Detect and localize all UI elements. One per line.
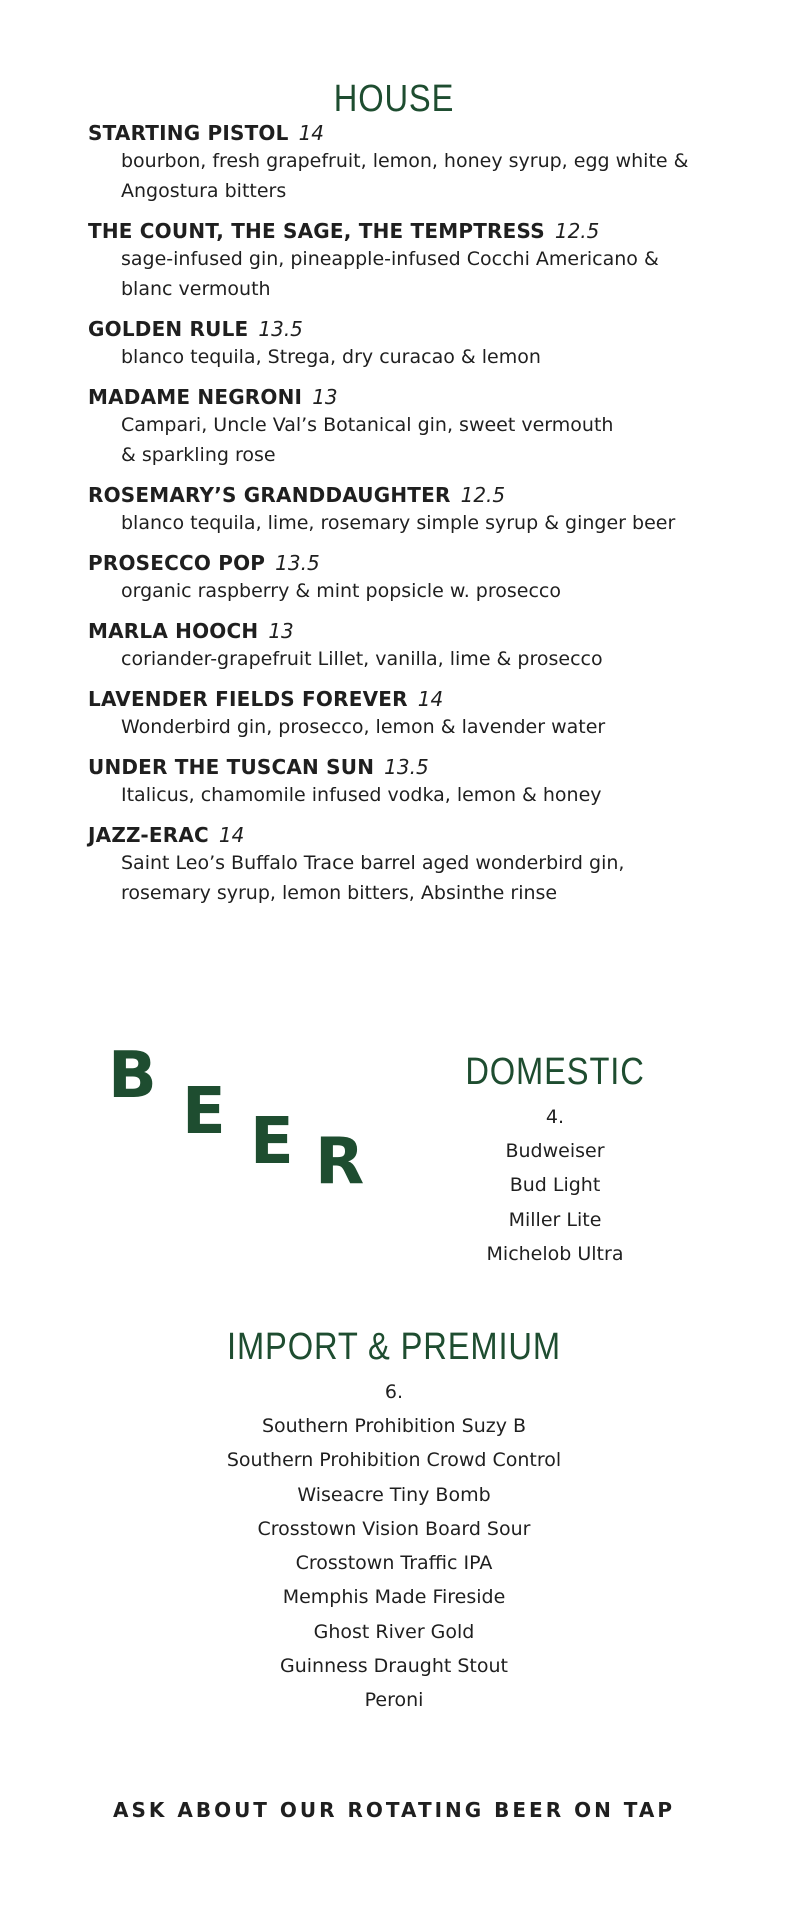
domestic-section-title: DOMESTIC [465, 1051, 645, 1093]
beer-letter-r: R [315, 1125, 365, 1199]
beer-item: Michelob Ultra [486, 1242, 624, 1265]
cocktail-header [88, 384, 728, 410]
cocktail-description [88, 508, 721, 538]
cocktail-description [88, 342, 721, 372]
cocktail-price: 13.5 [384, 755, 429, 779]
cocktail-name: UNDER THE TUSCAN SUN [88, 755, 375, 779]
cocktail-description-line: Angostura bitters [121, 180, 287, 202]
cocktail-item [88, 618, 728, 674]
cocktail-name: THE COUNT, THE SAGE, THE TEMPTRESS [88, 219, 545, 243]
cocktail-price: 12.5 [554, 219, 600, 243]
cocktail-price: 13.5 [275, 551, 320, 575]
cocktail-description-line: blanc vermouth [121, 278, 271, 300]
cocktail-item [88, 120, 728, 206]
cocktail-list [88, 120, 728, 920]
cocktail-price: 14 [298, 121, 325, 145]
beer-letter-b: B [108, 1039, 157, 1113]
cocktail-description [88, 848, 721, 908]
beer-item: Crosstown Traffic IPA [295, 1552, 493, 1575]
cocktail-description-line: Wonderbird gin, prosecco, lemon & lavender water [121, 716, 606, 738]
cocktail-name: ROSEMARY’S GRANDDAUGHTER [88, 483, 451, 507]
cocktail-item [88, 550, 728, 606]
cocktail-item [88, 218, 728, 304]
cocktail-name: PROSECCO POP [88, 551, 266, 575]
cocktail-item [88, 384, 728, 470]
domestic-beer-section [450, 1050, 660, 1271]
cocktail-name: GOLDEN RULE [88, 317, 249, 341]
beer-item: Guinness Draught Stout [280, 1655, 508, 1678]
beer-item: Crosstown Vision Board Sour [257, 1517, 531, 1540]
cocktail-item [88, 482, 728, 538]
cocktail-description-line: rosemary syrup, lemon bitters, Absinthe rinse [121, 882, 558, 904]
domestic-beer-list [450, 1134, 660, 1271]
cocktail-item [88, 822, 728, 908]
beer-item: Memphis Made Fireside [282, 1586, 506, 1609]
beer-item: Southern Prohibition Crowd Control [226, 1449, 562, 1472]
beer-item: Miller Lite [508, 1208, 602, 1231]
cocktail-price: 13 [268, 619, 294, 643]
beer-item: Bud Light [509, 1174, 601, 1197]
cocktail-price: 14 [218, 823, 245, 847]
cocktail-description [88, 410, 721, 470]
cocktail-item [88, 754, 728, 810]
cocktail-price: 13 [312, 385, 338, 409]
cocktail-header [88, 218, 728, 244]
cocktail-header [88, 482, 728, 508]
cocktail-description-line: Campari, Uncle Val’s Botanical gin, sweet vermouth [121, 414, 614, 436]
cocktail-description-line: blanco tequila, lime, rosemary simple syrup & ginger beer [121, 512, 676, 534]
beer-wordmark [100, 1039, 400, 1199]
cocktail-name: LAVENDER FIELDS FOREVER [88, 687, 408, 711]
import-section-title: IMPORT & PREMIUM [227, 1326, 561, 1368]
cocktail-description [88, 244, 721, 304]
beer-item: Ghost River Gold [313, 1620, 475, 1643]
cocktail-header [88, 618, 728, 644]
cocktail-description-line: Saint Leo’s Buffalo Trace barrel aged wonderbird gin, [121, 852, 625, 874]
cocktail-item [88, 686, 728, 742]
cocktail-description-line: bourbon, fresh grapefruit, lemon, honey syrup, egg white & [121, 150, 689, 172]
cocktail-name: STARTING PISTOL [88, 121, 289, 145]
cocktail-description-line: Italicus, chamomile infused vodka, lemon & honey [121, 784, 602, 806]
cocktail-header [88, 686, 728, 712]
cocktail-item [88, 316, 728, 372]
cocktail-header [88, 316, 728, 342]
cocktail-description-line: coriander-grapefruit Lillet, vanilla, lime & prosecco [121, 648, 603, 670]
cocktail-header [88, 120, 728, 146]
cocktail-description [88, 644, 721, 674]
beer-item: Wiseacre Tiny Bomb [297, 1483, 491, 1506]
beer-item: Southern Prohibition Suzy B [261, 1415, 527, 1437]
cocktail-description-line: sage-infused gin, pineapple-infused Cocchi Americano & [121, 248, 659, 270]
cocktail-description [88, 576, 721, 606]
cocktail-description [88, 712, 721, 742]
cocktail-description [88, 780, 721, 810]
cocktail-header [88, 822, 728, 848]
beer-letter-e: E [182, 1075, 226, 1149]
cocktail-description [88, 146, 721, 206]
cocktail-price: 14 [417, 687, 444, 711]
cocktail-description-line: organic raspberry & mint popsicle w. prosecco [121, 580, 561, 602]
domestic-price: 4. [545, 1106, 565, 1128]
rotating-tap-note: ASK ABOUT OUR ROTATING BEER ON TAP [113, 1798, 675, 1822]
house-section-title: HOUSE [333, 78, 455, 120]
cocktail-price: 12.5 [460, 483, 506, 507]
cocktail-header [88, 550, 728, 576]
cocktail-name: MADAME NEGRONI [88, 385, 303, 409]
import-beer-list [0, 1409, 788, 1718]
cocktail-description-line: blanco tequila, Strega, dry curacao & lemon [121, 346, 541, 368]
cocktail-name: JAZZ-ERAC [88, 823, 209, 847]
beer-item: Peroni [364, 1689, 424, 1712]
cocktail-description-line: & sparkling rose [121, 444, 276, 466]
cocktail-price: 13.5 [258, 317, 303, 341]
cocktail-name: MARLA HOOCH [88, 619, 259, 643]
beer-item: Budweiser [505, 1140, 605, 1162]
beer-letter-e: E [250, 1105, 294, 1179]
cocktail-header [88, 754, 728, 780]
import-price: 6. [384, 1381, 404, 1403]
import-beer-section [0, 1325, 788, 1718]
